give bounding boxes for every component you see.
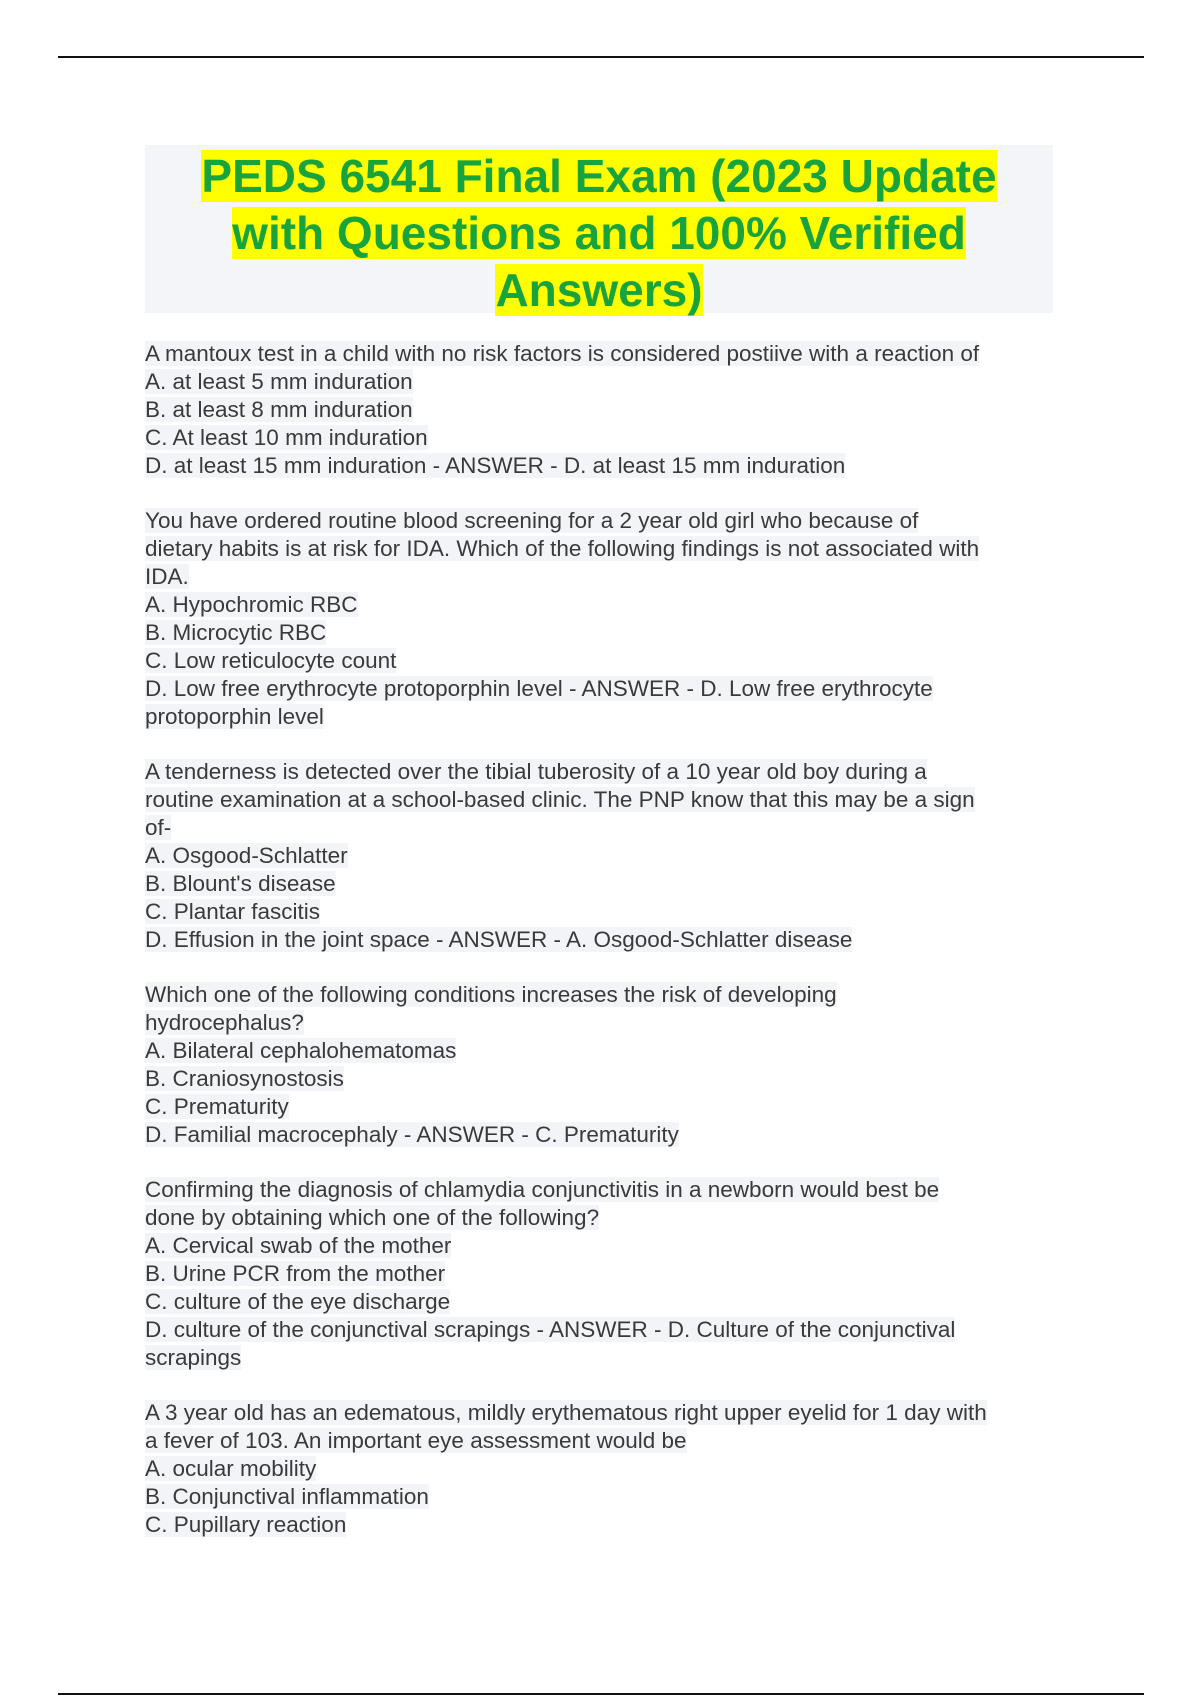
question-text: hydrocephalus?	[145, 1010, 304, 1035]
question-text: IDA.	[145, 564, 189, 589]
question-line	[145, 1511, 1055, 1539]
bottom-rule	[58, 1693, 1144, 1695]
question-line	[145, 1204, 1055, 1232]
question-text: A 3 year old has an edematous, mildly erythematous right upper eyelid for 1 day with	[145, 1400, 987, 1425]
question-line	[145, 814, 1055, 842]
question-line	[145, 368, 1055, 396]
question-text: A. Bilateral cephalohematomas	[145, 1038, 457, 1063]
question-text: dietary habits is at risk for IDA. Which of the following findings is not associated with	[145, 536, 980, 561]
question-block	[145, 1399, 1055, 1539]
question-line	[145, 535, 1055, 563]
question-text: B. at least 8 mm induration	[145, 397, 413, 422]
question-text: routine examination at a school-based clinic. The PNP know that this may be a sign	[145, 787, 975, 812]
question-block	[145, 1176, 1055, 1372]
question-list	[145, 340, 1055, 1566]
title-line: with Questions and 100% Verified	[232, 207, 966, 259]
question-text: C. culture of the eye discharge	[145, 1289, 451, 1314]
question-text: A. Cervical swab of the mother	[145, 1233, 452, 1258]
question-line	[145, 424, 1055, 452]
question-text: C. Pupillary reaction	[145, 1512, 347, 1537]
title-line: Answers)	[495, 264, 703, 316]
question-block	[145, 981, 1055, 1149]
question-line	[145, 675, 1055, 703]
question-line	[145, 1093, 1055, 1121]
question-text: A. Hypochromic RBC	[145, 592, 358, 617]
question-line	[145, 1260, 1055, 1288]
question-line	[145, 758, 1055, 786]
question-line	[145, 926, 1055, 954]
question-block	[145, 340, 1055, 480]
title-box	[145, 145, 1053, 316]
question-text: D. Familial macrocephaly - ANSWER - C. Prematurity	[145, 1122, 679, 1147]
question-text: A. Osgood-Schlatter	[145, 843, 348, 868]
page-title	[145, 148, 1053, 319]
top-rule	[58, 56, 1144, 58]
title-line: PEDS 6541 Final Exam (2023 Update	[201, 150, 997, 202]
question-line	[145, 1316, 1055, 1344]
question-line	[145, 1483, 1055, 1511]
question-line	[145, 1288, 1055, 1316]
question-line	[145, 1037, 1055, 1065]
question-text: scrapings	[145, 1345, 242, 1370]
question-line	[145, 1065, 1055, 1093]
question-text: B. Conjunctival inflammation	[145, 1484, 429, 1509]
question-text: D. Low free erythrocyte protoporphin level - ANSWER - D. Low free erythrocyte	[145, 676, 933, 701]
question-line	[145, 1232, 1055, 1260]
question-line	[145, 340, 1055, 368]
question-text: A. ocular mobility	[145, 1456, 317, 1481]
question-text: B. Urine PCR from the mother	[145, 1261, 446, 1286]
question-line	[145, 1399, 1055, 1427]
question-text: C. At least 10 mm induration	[145, 425, 428, 450]
question-text: B. Microcytic RBC	[145, 620, 327, 645]
question-text: done by obtaining which one of the following?	[145, 1205, 600, 1230]
question-text: C. Prematurity	[145, 1094, 289, 1119]
question-line	[145, 1009, 1055, 1037]
question-text: B. Craniosynostosis	[145, 1066, 344, 1091]
question-text: D. culture of the conjunctival scrapings - ANSWER - D. Culture of the conjunctival	[145, 1317, 956, 1342]
question-text: Which one of the following conditions increases the risk of developing	[145, 982, 837, 1007]
question-text: C. Low reticulocyte count	[145, 648, 397, 673]
question-line	[145, 981, 1055, 1009]
question-line	[145, 1427, 1055, 1455]
question-text: You have ordered routine blood screening for a 2 year old girl who because of	[145, 508, 919, 533]
question-line	[145, 898, 1055, 926]
question-text: Confirming the diagnosis of chlamydia conjunctivitis in a newborn would best be	[145, 1177, 940, 1202]
question-line	[145, 452, 1055, 480]
question-text: of-	[145, 815, 172, 840]
question-line	[145, 563, 1055, 591]
question-line	[145, 786, 1055, 814]
question-block	[145, 758, 1055, 954]
question-text: D. at least 15 mm induration - ANSWER - D. at least 15 mm induration	[145, 453, 846, 478]
question-text: protoporphin level	[145, 704, 324, 729]
question-text: B. Blount's disease	[145, 871, 336, 896]
question-text: A tenderness is detected over the tibial tuberosity of a 10 year old boy during a	[145, 759, 927, 784]
question-line	[145, 703, 1055, 731]
question-line	[145, 870, 1055, 898]
question-block	[145, 507, 1055, 731]
question-line	[145, 842, 1055, 870]
question-line	[145, 591, 1055, 619]
question-text: A. at least 5 mm induration	[145, 369, 413, 394]
question-line	[145, 507, 1055, 535]
question-text: A mantoux test in a child with no risk factors is considered postiive with a reaction of	[145, 341, 980, 366]
question-line	[145, 396, 1055, 424]
question-line	[145, 1344, 1055, 1372]
question-line	[145, 1121, 1055, 1149]
question-text: C. Plantar fascitis	[145, 899, 321, 924]
question-line	[145, 1176, 1055, 1204]
question-text: a fever of 103. An important eye assessment would be	[145, 1428, 687, 1453]
question-line	[145, 619, 1055, 647]
question-text: D. Effusion in the joint space - ANSWER - A. Osgood-Schlatter disease	[145, 927, 853, 952]
question-line	[145, 1455, 1055, 1483]
question-line	[145, 647, 1055, 675]
